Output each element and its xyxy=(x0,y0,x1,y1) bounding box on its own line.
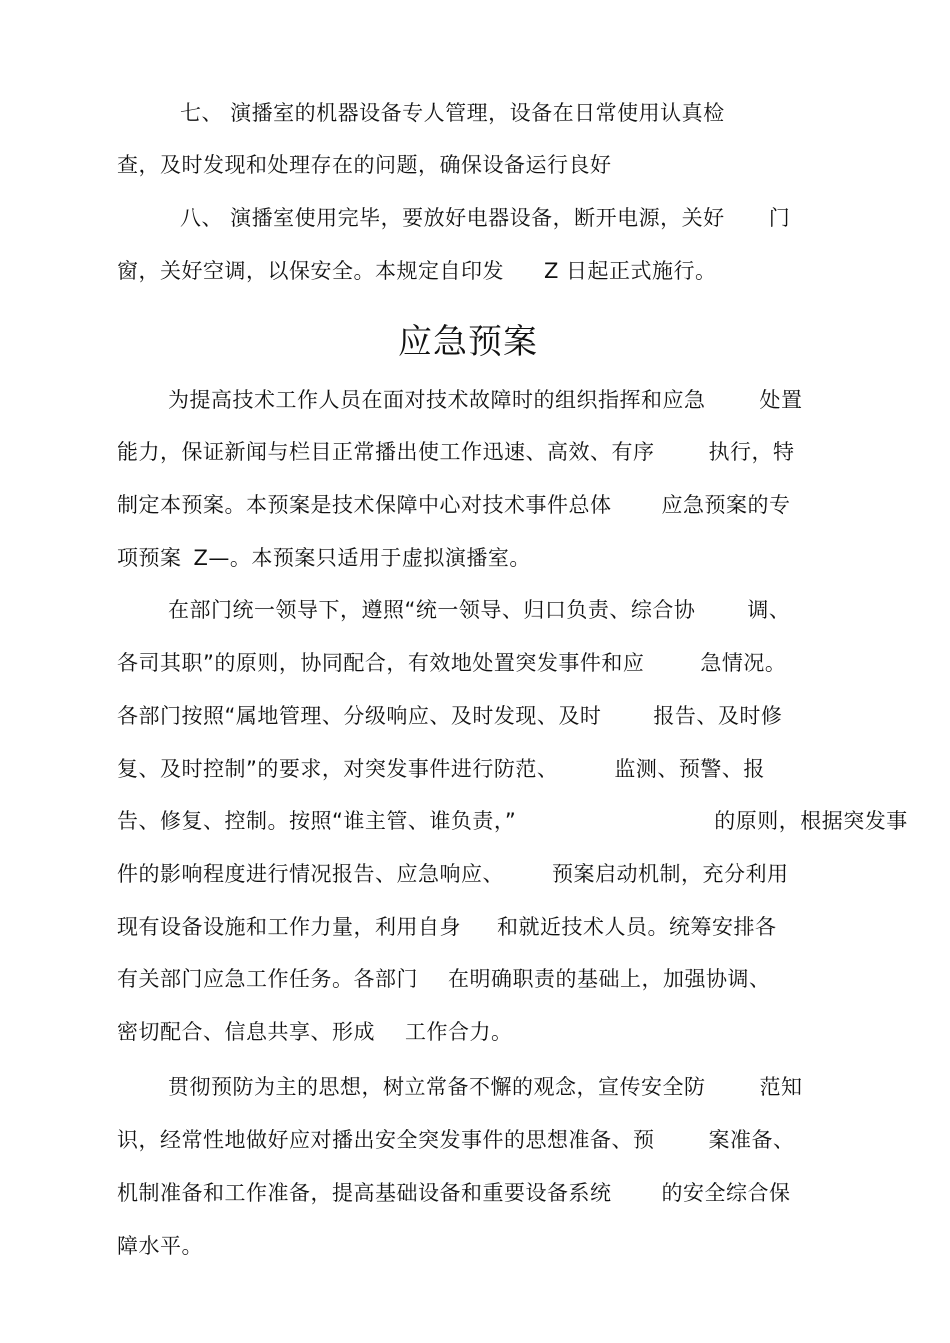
para1-line-2 xyxy=(117,437,795,467)
para2-line-7-text: 现有设备设施和工作力量，利用自身 xyxy=(117,915,461,939)
para2-line-6 xyxy=(117,859,789,889)
para1-line-3-tail: 应急预案的专 xyxy=(661,493,791,517)
para2-line-9 xyxy=(117,1017,513,1047)
para2-line-1-tail: 调、 xyxy=(747,598,791,622)
para2-line-3-text: 各部门按照“属地管理、分级响应、及时发现、及时 xyxy=(117,704,602,728)
para2-line-4 xyxy=(117,754,765,784)
para3-line-2 xyxy=(117,1125,795,1155)
para2-line-3 xyxy=(117,701,782,731)
para3-line-4: 障水平。 xyxy=(117,1234,203,1258)
rule-8-line-2-tail: Z 日起正式施行。 xyxy=(544,259,717,283)
para2-line-4-text: 复、及时控制”的要求，对突发事件进行防范、 xyxy=(117,757,559,781)
rule-8-line-2 xyxy=(117,256,717,286)
para2-line-8-text: 有关部门应急工作任务。各部门 xyxy=(117,967,418,991)
para2-line-2-text: 各司其职”的原则，协同配合，有效地处置突发事件和应 xyxy=(117,651,645,675)
para2-line-8 xyxy=(117,964,771,994)
para2-line-1 xyxy=(168,595,790,625)
para3-line-2-tail: 案准备、 xyxy=(708,1128,795,1152)
para1-line-4-text: 项预案 xyxy=(117,546,182,570)
para1-line-4-tail: Z—。本预案只适用于虚拟演播室。 xyxy=(193,546,531,570)
para2-line-1-text: 在部门统一领导下，遵照“统一领导、归口负责、综合协 xyxy=(168,598,696,622)
page-title: 应急预案 xyxy=(398,322,538,362)
para2-line-3-tail: 报告、及时修 xyxy=(653,704,783,728)
para2-line-9-text: 密切配合、信息共享、形成 xyxy=(117,1020,375,1044)
para2-line-2-tail: 急情况。 xyxy=(700,651,787,675)
para3-line-3 xyxy=(117,1178,791,1208)
para1-line-4 xyxy=(117,543,531,573)
para3-line-3-tail: 的安全综合保 xyxy=(661,1181,791,1205)
para1-line-3 xyxy=(117,490,791,520)
para3-line-1 xyxy=(168,1072,803,1102)
para3-line-2-text: 识，经常性地做好应对播出安全突发事件的思想准备、预 xyxy=(117,1128,655,1152)
para1-line-1 xyxy=(168,385,803,415)
para2-line-7 xyxy=(117,912,777,942)
para2-line-5 xyxy=(117,806,908,836)
para2-line-2 xyxy=(117,648,786,678)
para2-line-5-tail: 的原则，根据突发事 xyxy=(714,809,908,833)
para1-line-1-text: 为提高技术工作人员在面对技术故障时的组织指挥和应急 xyxy=(168,388,706,412)
para1-line-2-text: 能力，保证新闻与栏目正常播出使工作迅速、高效、有序 xyxy=(117,440,655,464)
para3-line-1-text: 贯彻预防为主的思想，树立常备不懈的观念，宣传安全防 xyxy=(168,1075,706,1099)
para2-line-6-text: 件的影响程度进行情况报告、应急响应、 xyxy=(117,862,504,886)
para1-line-2-tail: 执行，特 xyxy=(708,440,795,464)
para1-line-3-text: 制定本预案。本预案是技术保障中心对技术事件总体 xyxy=(117,493,612,517)
rule-8-line-1-text: 八、 演播室使用完毕，要放好电器设备，断开电源，关好 xyxy=(180,206,725,230)
para2-line-6-tail: 预案启动机制，充分利用 xyxy=(552,862,789,886)
para2-line-8-tail: 在明确职责的基础上，加强协调、 xyxy=(448,967,771,991)
para2-line-9-tail: 工作合力。 xyxy=(405,1020,513,1044)
para2-line-4-tail: 监测、预警、报 xyxy=(614,757,765,781)
rule-7-line-2: 查，及时发现和处理存在的问题，确保设备运行良好 xyxy=(117,153,612,177)
rule-7-line-1: 七、 演播室的机器设备专人管理，设备在日常使用认真检 xyxy=(180,101,725,125)
para3-line-1-tail: 范知 xyxy=(759,1075,803,1099)
para2-line-7-tail: 和就近技术人员。统筹安排各 xyxy=(497,915,777,939)
para1-line-1-tail: 处置 xyxy=(759,388,803,412)
rule-8-line-1 xyxy=(180,203,790,233)
rule-8-line-1-tail: 门 xyxy=(768,206,791,230)
para3-line-3-text: 机制准备和工作准备，提高基础设备和重要设备系统 xyxy=(117,1181,612,1205)
para2-line-5-text: 告、修复、控制。按照“谁主管、谁负责，” xyxy=(117,809,517,833)
rule-8-line-2-text: 窗，关好空调，以保安全。本规定自印发 xyxy=(117,259,504,283)
